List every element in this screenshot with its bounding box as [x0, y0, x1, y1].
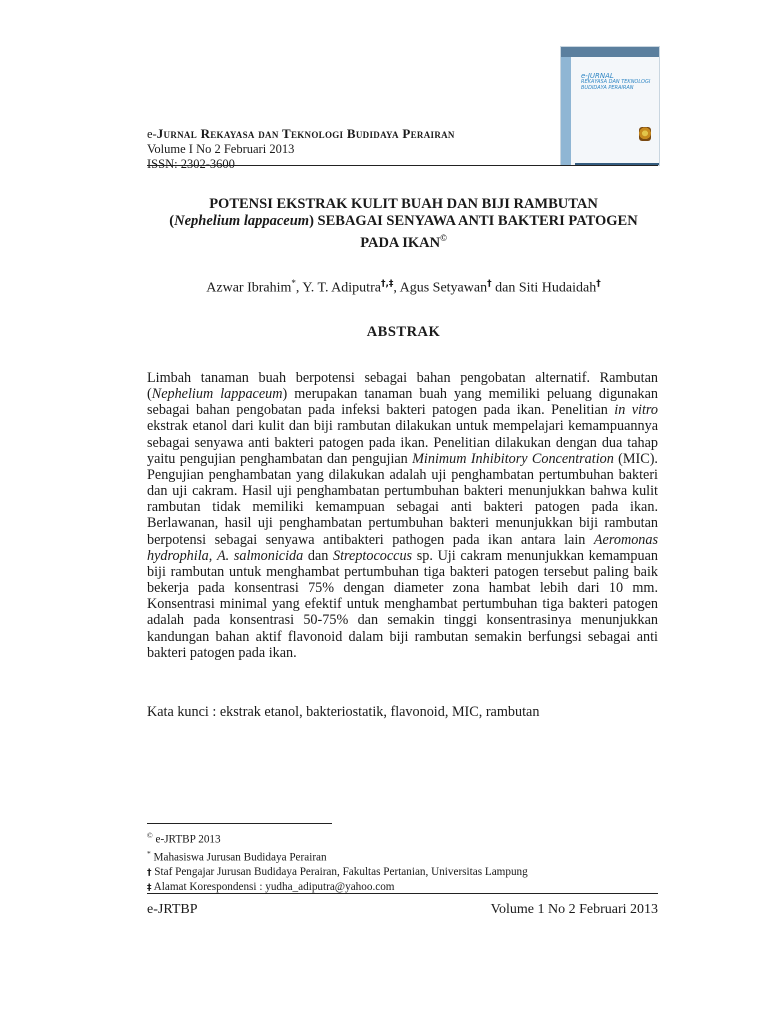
cover-title: [581, 73, 655, 91]
footnote-mark: ©: [147, 831, 153, 840]
author-separator: ,: [393, 280, 400, 296]
paper-title: [140, 196, 667, 252]
footnote-item: [147, 847, 667, 865]
footnote-item: [147, 865, 667, 880]
journal-name: Jurnal Rekayasa dan Teknologi Budidaya Perairan: [156, 126, 455, 141]
author-2: Y. T. Adiputra: [302, 280, 381, 296]
cover-title-line2: REKAYASA DAN TEKNOLOGI BUDIDAYA PERAIRAN: [581, 79, 651, 91]
footnote-text: Alamat Korespondensi : yudha_adiputra@yahoo.com: [151, 881, 395, 894]
footnote-text: Mahasiswa Jurusan Budidaya Perairan: [150, 851, 327, 864]
abstract-body: [147, 370, 658, 661]
author-list: [140, 278, 667, 297]
footnote-mark: ‡: [147, 883, 152, 894]
abstract-italic: A. salmonicida: [216, 547, 304, 564]
author-1-mark: *: [291, 278, 296, 288]
footer-divider: [147, 893, 658, 894]
abstract-text: (MIC). Pengujian penghambatan yang dilakukan adalah uji penghambatan pertumbuhan bakteri dan uji cakram. Hasil uji penghambatan pertumbuhan bakteri menunjukkan bahwa kulit rambutan tidak memiliki kemampuan sebagai anti bakteri patogen pada ikan. Berlawanan, hasil uji penghambatan pertumbuhan bakteri menunjukkan biji rambutan berpotensi sebagai senyawa antibakteri pathogen pada ikan antara lain: [147, 450, 658, 548]
abstract-text: Limbah tanaman buah berpotensi sebagai bahan pengobatan alternatif. Rambutan (: [147, 370, 658, 403]
abstract-italic: Aeromonas hydrophila: [147, 531, 658, 564]
journal-cover-image: [560, 46, 660, 166]
abstract-paragraph: [147, 370, 658, 661]
author-2-mark: †,‡: [380, 279, 394, 289]
title-line-1: POTENSI EKSTRAK KULIT BUAH DAN BIJI RAMBUTAN: [209, 196, 598, 212]
abstract-italic: Streptococcus: [333, 547, 413, 564]
title-copyright-mark: ©: [440, 233, 447, 243]
footnote-text: Staf Pengajar Jurusan Budidaya Perairan, Fakultas Pertanian, Universitas Lampung: [151, 865, 528, 878]
journal-volume: Volume I No 2 Februari 2013: [147, 142, 295, 156]
abstract-text: sp. Uji cakram menunjukkan kemampuan biji rambutan untuk menghambat pertumbuhan tiga bakteri patogen tersebut paling baik bekerja pada konsentrasi 75% dengan diameter zona hambat lebih dari 10 mm. Konsentrasi minimal yang efektif untuk menghambat pertumbuhan tiga bakteri patogen adalah pada konsentrasi 50-75% dan semakin tinggi konsentrasinya menunjukkan kandungan bahan aktif flavonoid dalam biji rambutan semakin berfungsi sebagai anti bakteri patogen pada ikan.: [147, 547, 658, 661]
abstract-italic: Minimum Inhibitory Concentration: [412, 450, 614, 467]
footer-volume: Volume 1 No 2 Februari 2013: [490, 902, 658, 917]
title-line-3: [140, 230, 667, 252]
journal-name-line: [147, 126, 547, 142]
cover-side-stripe: [561, 57, 571, 165]
abstract-text: ) merupakan tanaman buah yang memiliki peluang digunakan sebagai bahan pengobatan pada infeksi bakteri patogen pada ikan. Penelitian: [147, 386, 659, 419]
abstract-text: ekstrak etanol dari kulit dan biji rambutan dilakukan untuk mempelajari kemampuannya sebagai senyawa anti bakteri patogen pada ikan. Penelitian dilakukan dengan dua tahap yaitu pengujian penghambatan dan pengujian: [147, 418, 658, 467]
title-line-3-text: PADA IKAN: [360, 234, 441, 251]
footnote-mark: *: [147, 848, 151, 858]
header-divider: [147, 165, 658, 166]
abstract-italic: Nephelium lappaceum: [151, 386, 283, 403]
title-paren-open: (: [169, 213, 175, 229]
title-species: Nephelium lappaceum: [174, 213, 310, 229]
author-4: Siti Hudaidah: [518, 280, 597, 296]
abstract-italic: in vitro: [614, 402, 658, 419]
abstract-text: ,: [208, 547, 217, 564]
cover-top-band: [561, 47, 659, 57]
author-3-mark: †: [487, 279, 492, 289]
abstract-heading: ABSTRAK: [366, 324, 441, 340]
footnotes: [147, 829, 667, 895]
title-line-2: [140, 213, 667, 230]
footnote-divider: [147, 823, 332, 824]
journal-issn: ISSN: 2302-3600: [147, 157, 235, 171]
title-line-2-rest: ) SEBAGAI SENYAWA ANTI BAKTERI PATOGEN: [309, 213, 638, 229]
university-seal-icon: [639, 127, 651, 141]
footer-journal-abbrev: e-JRTBP: [147, 902, 198, 917]
cover-title-line1: e-JURNAL: [581, 72, 614, 80]
footnote-item: [147, 829, 667, 847]
footnote-mark: †: [147, 867, 152, 878]
journal-prefix: e-: [147, 127, 157, 141]
author-separator: dan: [491, 280, 519, 296]
abstract-text: dan: [303, 547, 334, 564]
footnote-text: e-JRTBP 2013: [152, 833, 221, 846]
keywords: Kata kunci : ekstrak etanol, bakteriostatik, flavonoid, MIC, rambutan: [147, 704, 540, 720]
author-1: Azwar Ibrahim: [206, 280, 292, 296]
author-4-mark: †: [596, 279, 601, 289]
author-separator: ,: [295, 280, 303, 296]
author-3: Agus Setyawan: [399, 280, 488, 296]
